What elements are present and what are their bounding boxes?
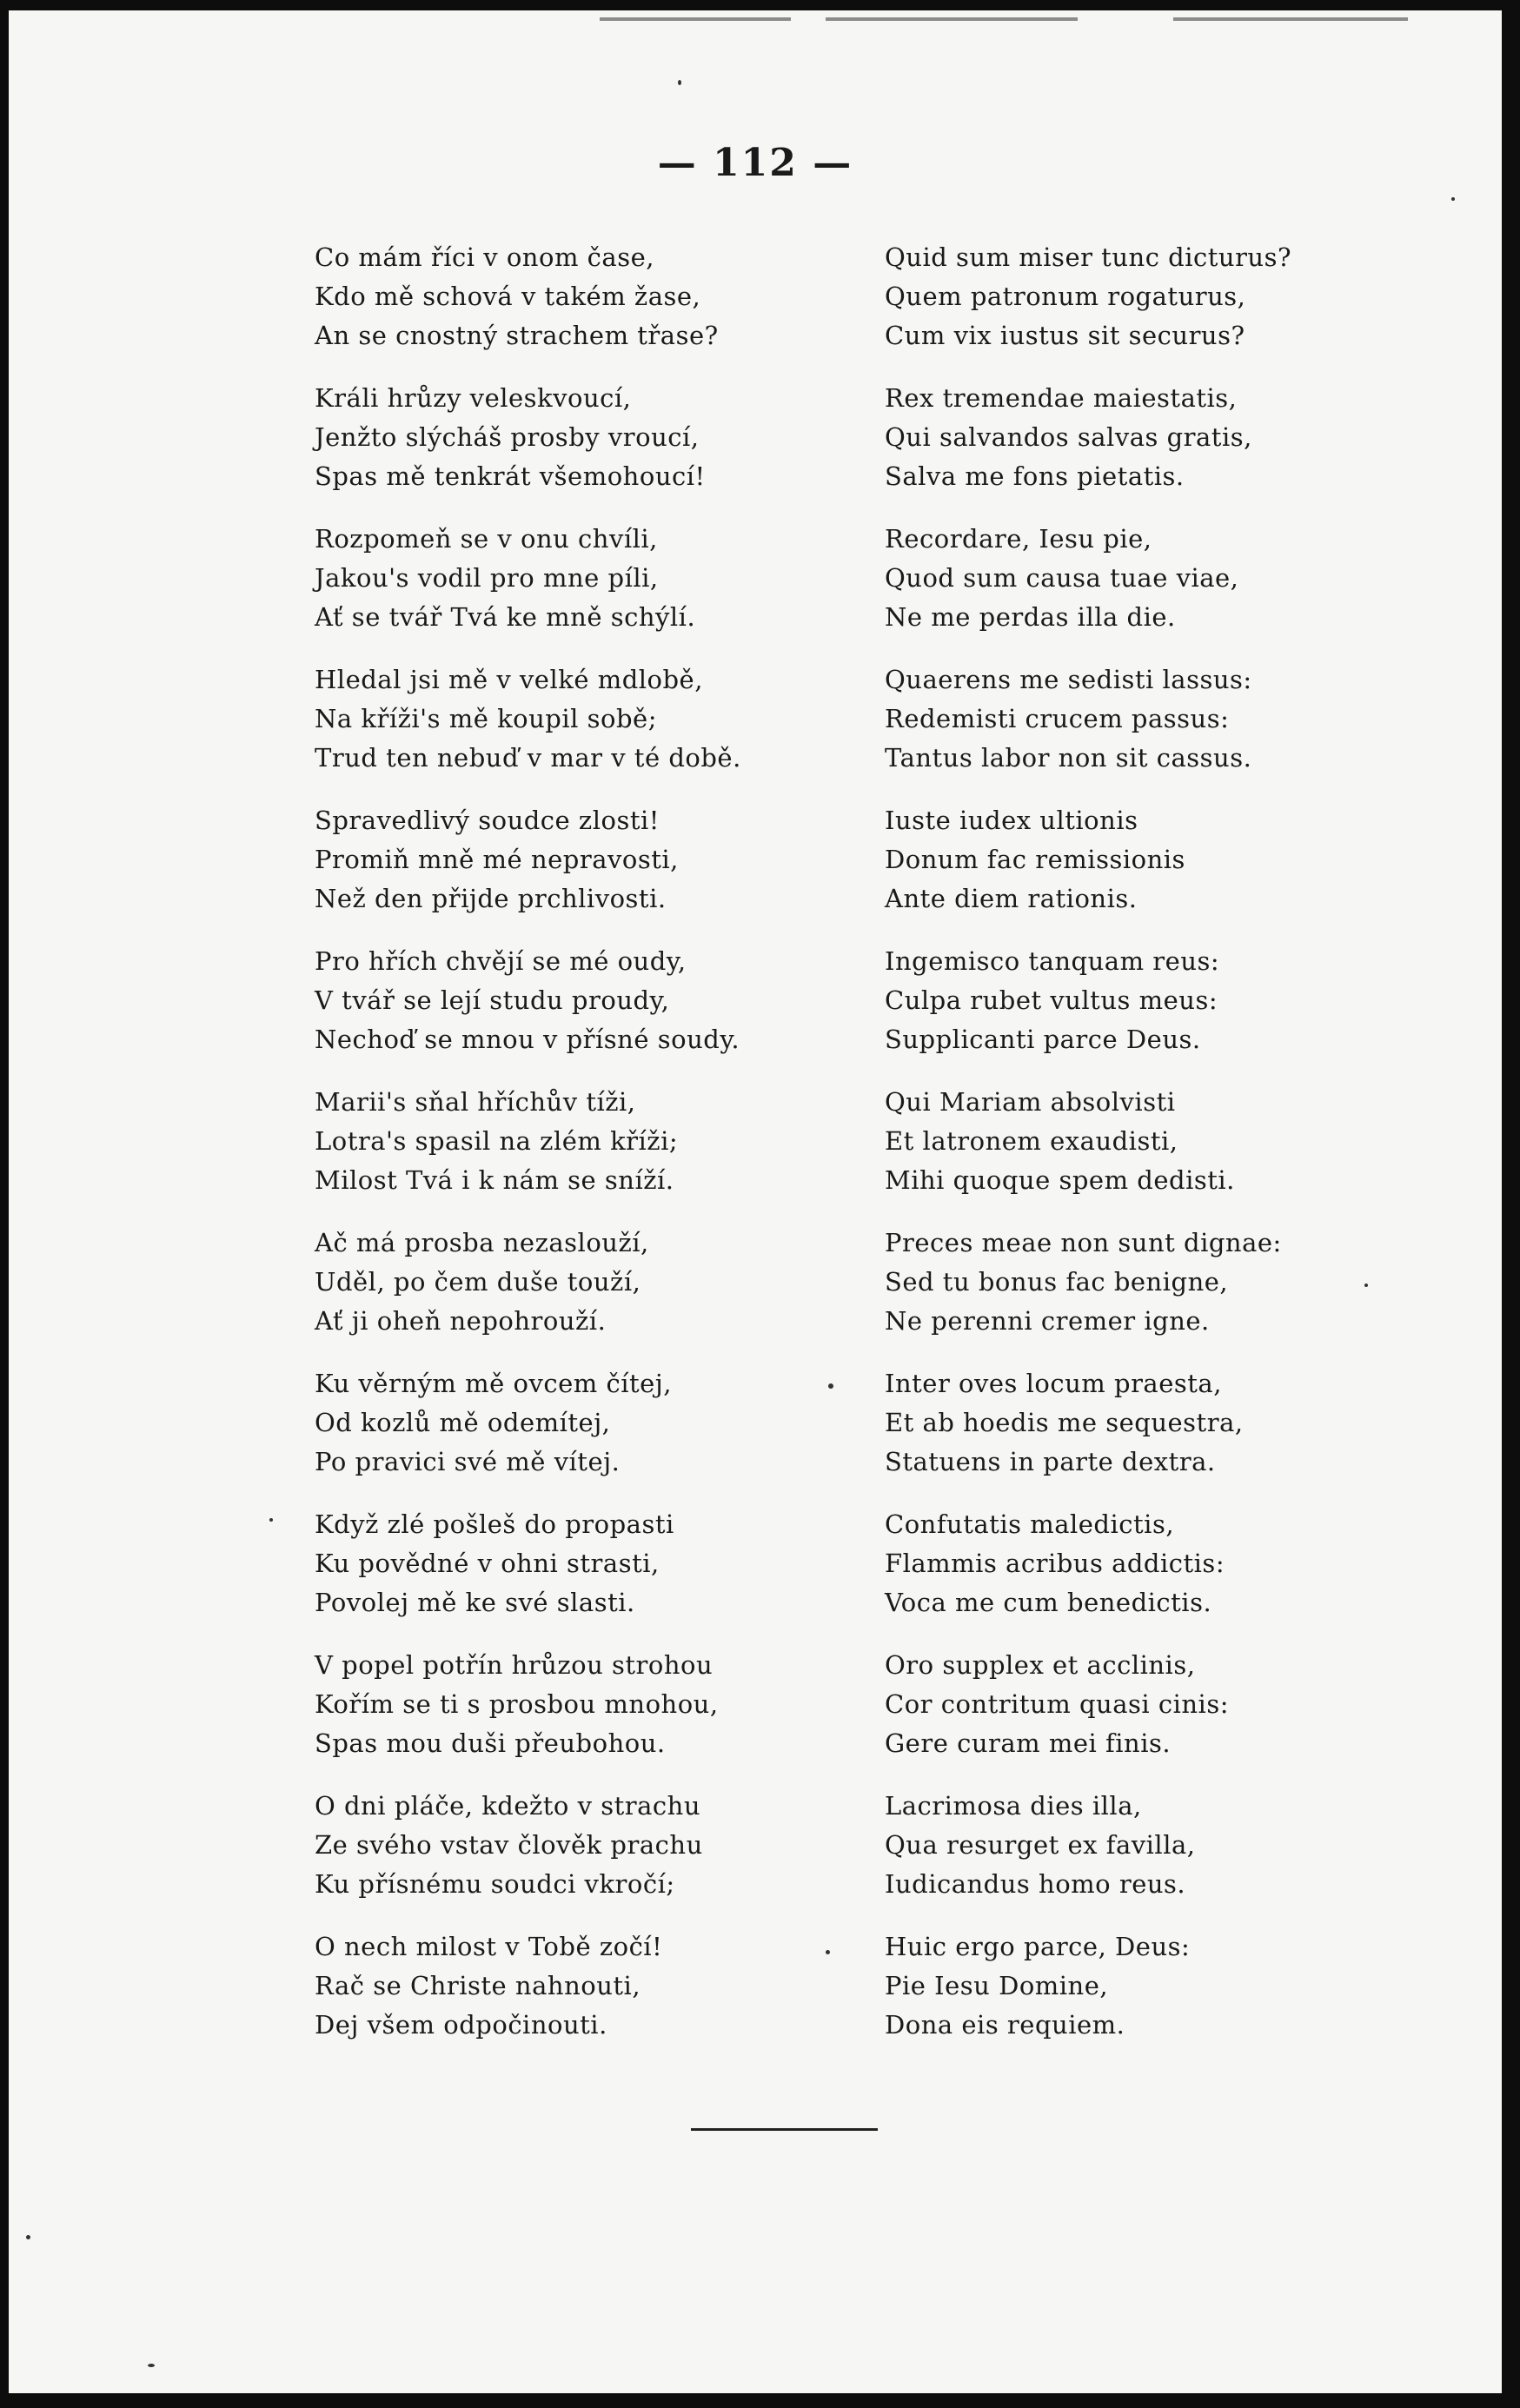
top-edge-rule <box>826 17 1078 21</box>
czech-verse-line: Pro hřích chvějí se mé oudy, <box>315 946 687 976</box>
czech-verse-line: Milost Tvá i k nám se sníží. <box>315 1165 674 1195</box>
latin-verse-line: Huic ergo parce, Deus: <box>885 1932 1191 1961</box>
czech-verse-line: Ku věrným mě ovcem čítej, <box>315 1369 672 1398</box>
latin-verse-line: Et ab hoedis me sequestra, <box>885 1408 1244 1437</box>
czech-verse-line: Ku povědné v ohni strasti, <box>315 1549 660 1578</box>
latin-verse-line: Donum fac remissionis <box>885 845 1185 874</box>
top-edge-rule <box>1173 17 1408 21</box>
czech-stanza <box>315 520 836 660</box>
czech-verse-line: Jenžto slýcháš prosby vroucí, <box>315 422 700 452</box>
paper-speck <box>678 80 681 85</box>
czech-verse-line: Než den přijde prchlivosti. <box>315 884 667 913</box>
latin-verse-line: Culpa rubet vultus meus: <box>885 985 1218 1015</box>
latin-verse-line: Ingemisco tanquam reus: <box>885 946 1220 976</box>
latin-verse-line: Lacrimosa dies illa, <box>885 1791 1142 1821</box>
latin-stanza <box>885 1787 1371 1927</box>
czech-verse-line: Od kozlů mě odemítej, <box>315 1408 611 1437</box>
latin-verse-line: Gere curam mei finis. <box>885 1728 1172 1758</box>
paper-speck <box>826 1950 830 1954</box>
latin-verse-line: Pie Iesu Domine, <box>885 1971 1109 2000</box>
latin-verse-line: Cor contritum quasi cinis: <box>885 1689 1229 1719</box>
latin-stanza <box>885 1083 1371 1224</box>
latin-verse-line: Inter oves locum praesta, <box>885 1369 1222 1398</box>
czech-verse-line: Králi hrůzy veleskvoucí, <box>315 383 632 413</box>
latin-verse-line: Qua resurget ex favilla, <box>885 1830 1196 1860</box>
end-rule <box>691 2128 878 2131</box>
latin-verse-line: Supplicanti parce Deus. <box>885 1025 1201 1054</box>
latin-verse-line: Ne perenni cremer igne. <box>885 1306 1210 1336</box>
czech-stanza <box>315 238 836 379</box>
latin-verse-line: Tantus labor non sit cassus. <box>885 743 1252 773</box>
latin-stanza <box>885 801 1371 942</box>
latin-stanza <box>885 520 1371 660</box>
czech-verse-line: Spas mou duši přeubohou. <box>315 1728 666 1758</box>
latin-stanza <box>885 1927 1371 2068</box>
czech-verse-line: V tvář se lejí studu proudy, <box>315 985 670 1015</box>
latin-verse-line: Dona eis requiem. <box>885 2010 1125 2040</box>
czech-verse-line: Rozpomeň se v onu chvíli, <box>315 524 658 554</box>
latin-verse-line: Preces meae non sunt dignae: <box>885 1228 1282 1257</box>
czech-stanza <box>315 1224 836 1364</box>
czech-verse-line: Promiň mně mé nepravosti, <box>315 845 679 874</box>
czech-verse-line: Uděl, po čem duše touží, <box>315 1267 641 1297</box>
latin-verse-line: Rex tremendae maiestatis, <box>885 383 1238 413</box>
paper-speck <box>1451 197 1455 201</box>
latin-verse-line: Mihi quoque spem dedisti. <box>885 1165 1235 1195</box>
czech-verse-line: Ku přísnému soudci vkročí; <box>315 1869 675 1899</box>
latin-stanza <box>885 1646 1371 1787</box>
latin-verse-line: Qui salvandos salvas gratis, <box>885 422 1252 452</box>
latin-verse-line: Et latronem exaudisti, <box>885 1126 1178 1156</box>
czech-verse-line: Trud ten nebuď v mar v té době. <box>315 743 741 773</box>
paper-speck <box>148 2364 155 2367</box>
czech-verse-line: Jakou's vodil pro mne píli, <box>315 563 659 593</box>
czech-verse-line: Lotra's spasil na zlém kříži; <box>315 1126 679 1156</box>
czech-stanza <box>315 660 836 801</box>
latin-verse-line: Quaerens me sedisti lassus: <box>885 665 1252 694</box>
paper-speck <box>26 2235 30 2239</box>
czech-stanza <box>315 1927 836 2068</box>
czech-stanza <box>315 1505 836 1646</box>
czech-verse-line: O dni pláče, kdežto v strachu <box>315 1791 700 1821</box>
latin-stanza <box>885 1364 1371 1505</box>
latin-verse-line: Quod sum causa tuae viae, <box>885 563 1239 593</box>
latin-stanza <box>885 660 1371 801</box>
paper-speck <box>269 1518 273 1522</box>
czech-stanza <box>315 379 836 520</box>
czech-verse-line: Dej všem odpočinouti. <box>315 2010 607 2040</box>
czech-verse-line: Ať ji oheň nepohrouží. <box>315 1306 607 1336</box>
latin-verse-line: Salva me fons pietatis. <box>885 461 1185 491</box>
latin-verse-line: Voca me cum benedictis. <box>885 1588 1212 1617</box>
paper-speck <box>1364 1284 1368 1287</box>
latin-verse-line: Cum vix iustus sit securus? <box>885 321 1245 350</box>
latin-verse-line: Iudicandus homo reus. <box>885 1869 1186 1899</box>
czech-verse-line: Co mám říci v onom čase, <box>315 242 654 272</box>
latin-stanza <box>885 942 1371 1083</box>
latin-verse-line: Redemisti crucem passus: <box>885 704 1230 733</box>
latin-verse-line: Ante diem rationis. <box>885 884 1138 913</box>
czech-column <box>315 238 836 2068</box>
czech-verse-line: Spas mě tenkrát všemohoucí! <box>315 461 706 491</box>
latin-column <box>885 238 1371 2068</box>
czech-verse-line: V popel potřín hrůzou strohou <box>315 1650 714 1680</box>
czech-stanza <box>315 1646 836 1787</box>
latin-verse-line: Quem patronum rogaturus, <box>885 282 1246 311</box>
czech-verse-line: Kořím se ti s prosbou mnohou, <box>315 1689 719 1719</box>
top-edge-rule <box>600 17 791 21</box>
czech-verse-line: Povolej mě ke své slasti. <box>315 1588 635 1617</box>
czech-verse-line: Po pravici své mě vítej. <box>315 1447 621 1476</box>
czech-verse-line: Spravedlivý soudce zlosti! <box>315 806 660 835</box>
czech-stanza <box>315 1083 836 1224</box>
paper-speck <box>828 1383 833 1389</box>
czech-verse-line: Ze svého vstav člověk prachu <box>315 1830 703 1860</box>
latin-verse-line: Quid sum miser tunc dicturus? <box>885 242 1292 272</box>
czech-verse-line: Rač se Christe nahnouti, <box>315 1971 641 2000</box>
latin-verse-line: Iuste iudex ultionis <box>885 806 1138 835</box>
czech-verse-line: Kdo mě schová v takém žase, <box>315 282 701 311</box>
page-number: — 112 — <box>657 141 853 185</box>
czech-verse-line: Hledal jsi mě v velké mdlobě, <box>315 665 703 694</box>
latin-verse-line: Oro supplex et acclinis, <box>885 1650 1196 1680</box>
czech-verse-line: Ač má prosba nezaslouží, <box>315 1228 649 1257</box>
czech-verse-line: O nech milost v Tobě zočí! <box>315 1932 663 1961</box>
czech-stanza <box>315 1364 836 1505</box>
book-page <box>9 10 1502 2393</box>
latin-stanza <box>885 238 1371 379</box>
latin-stanza <box>885 1505 1371 1646</box>
latin-verse-line: Sed tu bonus fac benigne, <box>885 1267 1229 1297</box>
czech-verse-line: Na kříži's mě koupil sobě; <box>315 704 657 733</box>
czech-verse-line: Nechoď se mnou v přísné soudy. <box>315 1025 740 1054</box>
latin-verse-line: Recordare, Iesu pie, <box>885 524 1152 554</box>
latin-verse-line: Flammis acribus addictis: <box>885 1549 1225 1578</box>
latin-stanza <box>885 1224 1371 1364</box>
czech-verse-line: Marii's sňal hříchův tíži, <box>315 1087 636 1117</box>
czech-stanza <box>315 942 836 1083</box>
latin-verse-line: Statuens in parte dextra. <box>885 1447 1216 1476</box>
latin-stanza <box>885 379 1371 520</box>
czech-verse-line: An se cnostný strachem třase? <box>315 321 719 350</box>
czech-verse-line: Když zlé pošleš do propasti <box>315 1509 674 1539</box>
czech-stanza <box>315 1787 836 1927</box>
czech-stanza <box>315 801 836 942</box>
latin-verse-line: Qui Mariam absolvisti <box>885 1087 1176 1117</box>
czech-verse-line: Ať se tvář Tvá ke mně schýlí. <box>315 602 696 632</box>
latin-verse-line: Confutatis maledictis, <box>885 1509 1175 1539</box>
latin-verse-line: Ne me perdas illa die. <box>885 602 1176 632</box>
